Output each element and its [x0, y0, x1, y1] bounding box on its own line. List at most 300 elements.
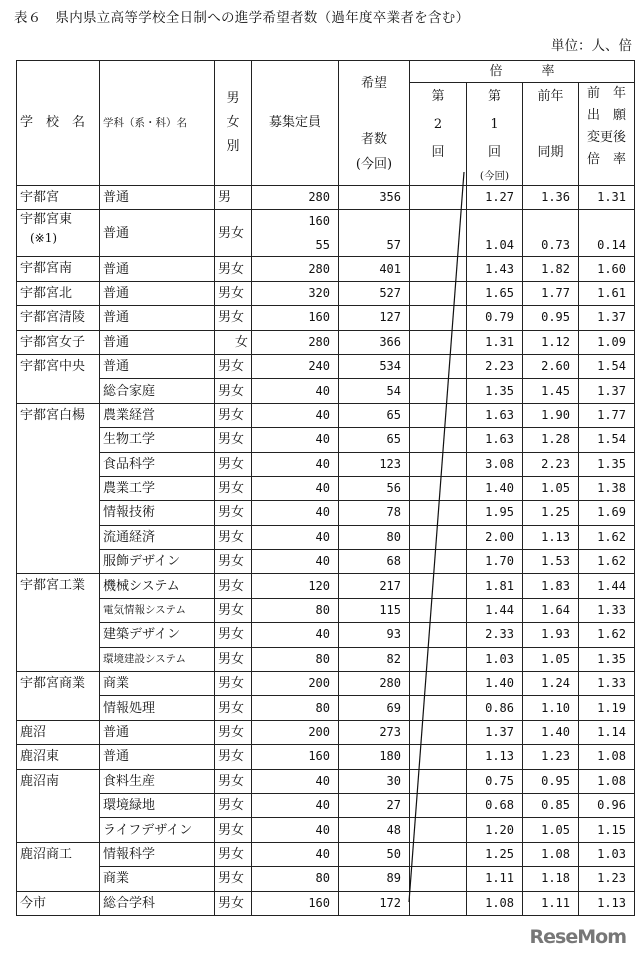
table-row: [17, 476, 635, 500]
round1-ratio: 0.68: [467, 793, 523, 817]
capacity: [252, 210, 339, 257]
round2-ratio: [410, 379, 467, 403]
sex-category: 男女: [215, 428, 252, 452]
prev-year-final-ratio: 1.08: [579, 769, 635, 793]
department-name: 建築デザイン: [100, 623, 215, 647]
table-row: [17, 720, 635, 744]
header-school: 学 校 名: [17, 61, 100, 186]
round2-ratio: [410, 403, 467, 427]
header-applicants-3: (今回): [355, 157, 393, 172]
department-name: 商業: [100, 867, 215, 891]
department-name: 生物工学: [100, 428, 215, 452]
round1-ratio: 1.27: [467, 186, 523, 210]
department-name: 情報科学: [100, 842, 215, 866]
round1-ratio: 1.08: [467, 891, 523, 915]
prev-year-ratio: 1.36: [523, 186, 579, 210]
capacity: 320: [252, 281, 339, 305]
round1-ratio: 1.65: [467, 281, 523, 305]
prev-year-final-ratio: 1.69: [579, 501, 635, 525]
table-row: [17, 769, 635, 793]
capacity: 40: [252, 550, 339, 574]
department-name: 総合学科: [100, 891, 215, 915]
capacity: 240: [252, 354, 339, 378]
round2-ratio: [410, 672, 467, 696]
school-name-cell: [17, 210, 100, 257]
table-row: [17, 306, 635, 330]
round1-ratio: 1.40: [467, 672, 523, 696]
sex-category: 男女: [215, 257, 252, 281]
header-sex-2: 女: [226, 115, 240, 130]
sex-category: 男女: [215, 281, 252, 305]
header-prev-same-1: 前年: [537, 89, 564, 104]
round2-ratio: [410, 354, 467, 378]
header-applicants-1: 希望: [360, 76, 387, 91]
prev-year-ratio: 1.82: [523, 257, 579, 281]
round2-ratio: [410, 306, 467, 330]
school-name-cell: [17, 281, 100, 305]
capacity: 40: [252, 769, 339, 793]
department-name: 服飾デザイン: [100, 550, 215, 574]
department-name: 普通: [100, 306, 215, 330]
sex-category: 男女: [215, 867, 252, 891]
header-prev-after-4: 倍 率: [587, 152, 627, 167]
sex-category: 男女: [215, 793, 252, 817]
capacity: 40: [252, 525, 339, 549]
capacity: 40: [252, 428, 339, 452]
header-sex-1: 男: [226, 91, 240, 106]
applicants-value: 57: [386, 238, 401, 253]
applicants: 401: [339, 257, 410, 281]
round1-ratio: 1.40: [467, 476, 523, 500]
capacity: 40: [252, 379, 339, 403]
round2-ratio: [410, 867, 467, 891]
prev-year-final-ratio: 1.23: [579, 867, 635, 891]
capacity: 40: [252, 501, 339, 525]
sex-category: 男女: [215, 525, 252, 549]
round1-ratio: 1.95: [467, 501, 523, 525]
prev-year-ratio: 2.60: [523, 354, 579, 378]
round1-ratio: [467, 210, 523, 257]
prev-year-final-ratio: 1.61: [579, 281, 635, 305]
prev-year-final-ratio: 0.96: [579, 793, 635, 817]
capacity: 40: [252, 818, 339, 842]
round2-ratio: [410, 891, 467, 915]
table-row: [17, 696, 635, 720]
applicants: 68: [339, 550, 410, 574]
unit-label: 単位：人、倍: [551, 38, 632, 54]
header-department: 学科（系・科）名: [100, 61, 215, 186]
header-round2-1: 第: [431, 89, 445, 104]
header-round1: [467, 83, 523, 186]
capacity: 40: [252, 842, 339, 866]
capacity: 40: [252, 623, 339, 647]
applicants: 172: [339, 891, 410, 915]
department-name: 総合家庭: [100, 379, 215, 403]
sex-category: 男女: [215, 818, 252, 842]
prev-year-final-ratio: 1.33: [579, 672, 635, 696]
header-applicants: [339, 61, 410, 186]
prev-year-final-ratio: 1.62: [579, 550, 635, 574]
department-name: 普通: [100, 745, 215, 769]
table-title: 表６ 県内県立高等学校全日制への進学希望者数（過年度卒業者を含む）: [14, 10, 470, 26]
prev-year-ratio: 1.53: [523, 550, 579, 574]
department-name: 農業工学: [100, 476, 215, 500]
round2-ratio: [410, 623, 467, 647]
school-name: 宇都宮東: [20, 212, 73, 228]
sex-category: 男女: [215, 891, 252, 915]
round2-ratio: [410, 210, 467, 257]
sex-category: 男女: [215, 550, 252, 574]
table-row: [17, 867, 635, 891]
capacity: 280: [252, 257, 339, 281]
prev-year-ratio: 1.10: [523, 696, 579, 720]
applicants: 127: [339, 306, 410, 330]
prev-year-final-ratio: 1.37: [579, 379, 635, 403]
prev-year-final-ratio: 1.13: [579, 891, 635, 915]
table-row: [17, 598, 635, 622]
prev-year-final-ratio: 1.33: [579, 598, 635, 622]
capacity-value: 160: [308, 214, 330, 229]
applicants-table: [16, 60, 635, 916]
prev-year-final-ratio: 1.35: [579, 452, 635, 476]
school-name-cell: [17, 720, 100, 744]
capacity: 280: [252, 186, 339, 210]
round1-ratio: 1.43: [467, 257, 523, 281]
prev-year-final-ratio: 1.15: [579, 818, 635, 842]
table-row: [17, 793, 635, 817]
department-name: 機械システム: [100, 574, 215, 598]
school-name-cell: [17, 769, 100, 842]
prev-year-final-ratio: 1.09: [579, 330, 635, 354]
department-name: 普通: [100, 354, 215, 378]
round2-ratio: [410, 598, 467, 622]
department-name: 普通: [100, 720, 215, 744]
capacity: 40: [252, 793, 339, 817]
school-name: 宇都宮商業: [20, 676, 86, 692]
school-name-cell: [17, 842, 100, 891]
sex-category: 男女: [215, 354, 252, 378]
applicants: 56: [339, 476, 410, 500]
prev-year-final-ratio: 1.62: [579, 623, 635, 647]
applicants: 115: [339, 598, 410, 622]
round1-ratio: 1.31: [467, 330, 523, 354]
school-name: 宇都宮清陵: [20, 310, 86, 326]
applicants: 27: [339, 793, 410, 817]
school-name: 鹿沼商工: [20, 846, 73, 862]
header-round2-3: 回: [431, 145, 445, 160]
sex-category: 男女: [215, 647, 252, 671]
sex-category: 男女: [215, 745, 252, 769]
sex-category: 男女: [215, 842, 252, 866]
prev-year-ratio: 2.23: [523, 452, 579, 476]
department-name: 情報技術: [100, 501, 215, 525]
school-name: 宇都宮工業: [20, 578, 86, 594]
header-sex-3: 別: [226, 139, 240, 154]
table-row: [17, 891, 635, 915]
round1-ratio: 1.35: [467, 379, 523, 403]
department-name: 商業: [100, 672, 215, 696]
table-row: [17, 330, 635, 354]
sex-category: 男女: [215, 403, 252, 427]
school-name-cell: [17, 354, 100, 403]
round1-ratio: 0.86: [467, 696, 523, 720]
table-row: [17, 354, 635, 378]
prev-year-final-ratio: 1.77: [579, 403, 635, 427]
round2-ratio: [410, 769, 467, 793]
prev-year-ratio: 1.13: [523, 525, 579, 549]
round1-ratio: 1.11: [467, 867, 523, 891]
round2-ratio: [410, 452, 467, 476]
school-name: 鹿沼東: [20, 749, 60, 765]
round2-ratio: [410, 476, 467, 500]
capacity: 160: [252, 306, 339, 330]
prev-year-ratio: 1.28: [523, 428, 579, 452]
prev-year-final-ratio: 1.31: [579, 186, 635, 210]
round2-ratio: [410, 842, 467, 866]
prev-year-ratio: 1.90: [523, 403, 579, 427]
school-note: (※1): [30, 231, 58, 246]
round1-ratio: 1.63: [467, 428, 523, 452]
department-name: 農業経営: [100, 403, 215, 427]
applicants: [339, 210, 410, 257]
prev-year-ratio: 1.24: [523, 672, 579, 696]
prev-year-final-ratio: 1.08: [579, 745, 635, 769]
round1-ratio: 1.44: [467, 598, 523, 622]
prev-year-ratio: 1.18: [523, 867, 579, 891]
prev-year-final-ratio: 1.62: [579, 525, 635, 549]
capacity: 280: [252, 330, 339, 354]
header-ratio-group: 倍 率: [410, 61, 635, 83]
resemom-logo: ReseMom: [529, 926, 626, 948]
header-capacity: 募集定員: [252, 61, 339, 186]
sex-category: 男女: [215, 696, 252, 720]
school-name: 宇都宮白楊: [20, 407, 86, 423]
round2-ratio: [410, 428, 467, 452]
applicants: 527: [339, 281, 410, 305]
prev-year-ratio-value: 0.73: [541, 238, 570, 253]
table-row: [17, 428, 635, 452]
department-name: 普通: [100, 257, 215, 281]
school-name: 鹿沼: [20, 724, 47, 740]
table-row: [17, 186, 635, 210]
table-row: [17, 379, 635, 403]
prev-year-ratio: 0.95: [523, 306, 579, 330]
applicants: 65: [339, 403, 410, 427]
prev-year-ratio: 0.85: [523, 793, 579, 817]
table-row: [17, 525, 635, 549]
table-row: [17, 623, 635, 647]
department-name: 流通経済: [100, 525, 215, 549]
applicants: 93: [339, 623, 410, 647]
prev-year-ratio: 1.93: [523, 623, 579, 647]
school-name-cell: [17, 672, 100, 721]
sex-category: 男女: [215, 306, 252, 330]
department-name: 食料生産: [100, 769, 215, 793]
header-applicants-2: 者数: [360, 132, 387, 147]
round1-ratio: 1.63: [467, 403, 523, 427]
round1-ratio: 1.20: [467, 818, 523, 842]
prev-year-final-ratio: 1.54: [579, 354, 635, 378]
prev-year-ratio: 1.11: [523, 891, 579, 915]
capacity: 80: [252, 696, 339, 720]
capacity: 160: [252, 891, 339, 915]
applicants: 356: [339, 186, 410, 210]
applicants: 180: [339, 745, 410, 769]
school-name: 宇都宮南: [20, 261, 73, 277]
sex-category: 男女: [215, 574, 252, 598]
table-row: [17, 403, 635, 427]
applicants: 78: [339, 501, 410, 525]
round1-ratio: 1.37: [467, 720, 523, 744]
school-name-cell: [17, 257, 100, 281]
capacity-value: 55: [315, 238, 330, 253]
prev-year-ratio: 1.45: [523, 379, 579, 403]
header-sex: [215, 61, 252, 186]
sex-category: 男女: [215, 598, 252, 622]
department-name: 環境建設システム: [100, 647, 215, 671]
department-name: 食品科学: [100, 452, 215, 476]
applicants: 50: [339, 842, 410, 866]
header-prev-after-2: 出 願: [587, 108, 627, 123]
applicants: 30: [339, 769, 410, 793]
header-prev-same-2: 同期: [537, 145, 564, 160]
prev-year-ratio: 1.05: [523, 476, 579, 500]
header-prev-after: [579, 83, 635, 186]
capacity: 40: [252, 403, 339, 427]
round1-ratio: 1.13: [467, 745, 523, 769]
capacity: 80: [252, 867, 339, 891]
prev-year-final-ratio-value: 0.14: [597, 238, 627, 253]
table-row: [17, 452, 635, 476]
applicants: 534: [339, 354, 410, 378]
round2-ratio: [410, 330, 467, 354]
round1-ratio: 1.25: [467, 842, 523, 866]
table-row: [17, 257, 635, 281]
table-body: [17, 186, 635, 916]
prev-year-final-ratio: 1.37: [579, 306, 635, 330]
school-name-cell: [17, 186, 100, 210]
prev-year-final-ratio: [579, 210, 635, 257]
round2-ratio: [410, 696, 467, 720]
round1-ratio: 1.03: [467, 647, 523, 671]
table-row: [17, 281, 635, 305]
applicants: 123: [339, 452, 410, 476]
applicants: 54: [339, 379, 410, 403]
department-name: ライフデザイン: [100, 818, 215, 842]
department-name: 電気情報システム: [100, 598, 215, 622]
header-round1-1: 第: [487, 89, 501, 104]
sex-category: 男女: [215, 379, 252, 403]
school-name-cell: [17, 891, 100, 915]
round1-ratio: 1.70: [467, 550, 523, 574]
prev-year-ratio: 1.40: [523, 720, 579, 744]
capacity: 200: [252, 672, 339, 696]
prev-year-final-ratio: 1.14: [579, 720, 635, 744]
round1-ratio: 2.00: [467, 525, 523, 549]
prev-year-ratio: 1.23: [523, 745, 579, 769]
applicants: 89: [339, 867, 410, 891]
applicants: 69: [339, 696, 410, 720]
table-row: [17, 210, 635, 257]
department-name: 情報処理: [100, 696, 215, 720]
school-name: 鹿沼南: [20, 773, 60, 789]
capacity: 120: [252, 574, 339, 598]
prev-year-final-ratio: 1.54: [579, 428, 635, 452]
round2-ratio: [410, 501, 467, 525]
round1-ratio: 1.81: [467, 574, 523, 598]
applicants: 82: [339, 647, 410, 671]
prev-year-final-ratio: 1.38: [579, 476, 635, 500]
applicants: 48: [339, 818, 410, 842]
round1-ratio: 0.75: [467, 769, 523, 793]
header-round2: [410, 83, 467, 186]
table-row: [17, 550, 635, 574]
department-name: 環境緑地: [100, 793, 215, 817]
applicants: 366: [339, 330, 410, 354]
prev-year-ratio: 0.95: [523, 769, 579, 793]
round2-ratio: [410, 281, 467, 305]
school-name-cell: [17, 403, 100, 574]
prev-year-ratio: 1.64: [523, 598, 579, 622]
school-name: 宇都宮女子: [20, 334, 86, 350]
round2-ratio: [410, 186, 467, 210]
round2-ratio: [410, 525, 467, 549]
header-prev-after-1: 前 年: [587, 86, 627, 101]
sex-category: 女: [215, 330, 252, 354]
capacity: 40: [252, 452, 339, 476]
round1-ratio: 3.08: [467, 452, 523, 476]
applicants: 65: [339, 428, 410, 452]
school-name-cell: [17, 330, 100, 354]
round1-ratio-value: 1.04: [485, 238, 514, 253]
header-round1-4: (今回): [479, 170, 510, 182]
capacity: 40: [252, 476, 339, 500]
table-row: [17, 672, 635, 696]
header-round1-3: 回: [487, 145, 501, 160]
prev-year-final-ratio: 1.19: [579, 696, 635, 720]
department-name: 普通: [100, 210, 215, 257]
prev-year-ratio: 1.12: [523, 330, 579, 354]
applicants: 217: [339, 574, 410, 598]
school-name-cell: [17, 745, 100, 769]
sex-category: 男女: [215, 672, 252, 696]
sex-category: 男: [215, 186, 252, 210]
capacity: 80: [252, 598, 339, 622]
round2-ratio: [410, 818, 467, 842]
round1-ratio: 2.33: [467, 623, 523, 647]
sex-category: 男女: [215, 720, 252, 744]
sex-category: 男女: [215, 769, 252, 793]
header-prev-same: [523, 83, 579, 186]
round2-ratio: [410, 793, 467, 817]
applicants: 280: [339, 672, 410, 696]
round2-ratio: [410, 647, 467, 671]
prev-year-ratio: 1.05: [523, 647, 579, 671]
department-name: 普通: [100, 330, 215, 354]
capacity: 160: [252, 745, 339, 769]
prev-year-final-ratio: 1.44: [579, 574, 635, 598]
round1-ratio: 0.79: [467, 306, 523, 330]
capacity: 200: [252, 720, 339, 744]
school-name: 宇都宮北: [20, 285, 73, 301]
department-name: 普通: [100, 186, 215, 210]
sex-category: 男女: [215, 452, 252, 476]
prev-year-final-ratio: 1.35: [579, 647, 635, 671]
prev-year-ratio: 1.25: [523, 501, 579, 525]
header-prev-after-3: 変更後: [587, 130, 627, 145]
round2-ratio: [410, 257, 467, 281]
header-round2-2: 2: [433, 117, 443, 132]
